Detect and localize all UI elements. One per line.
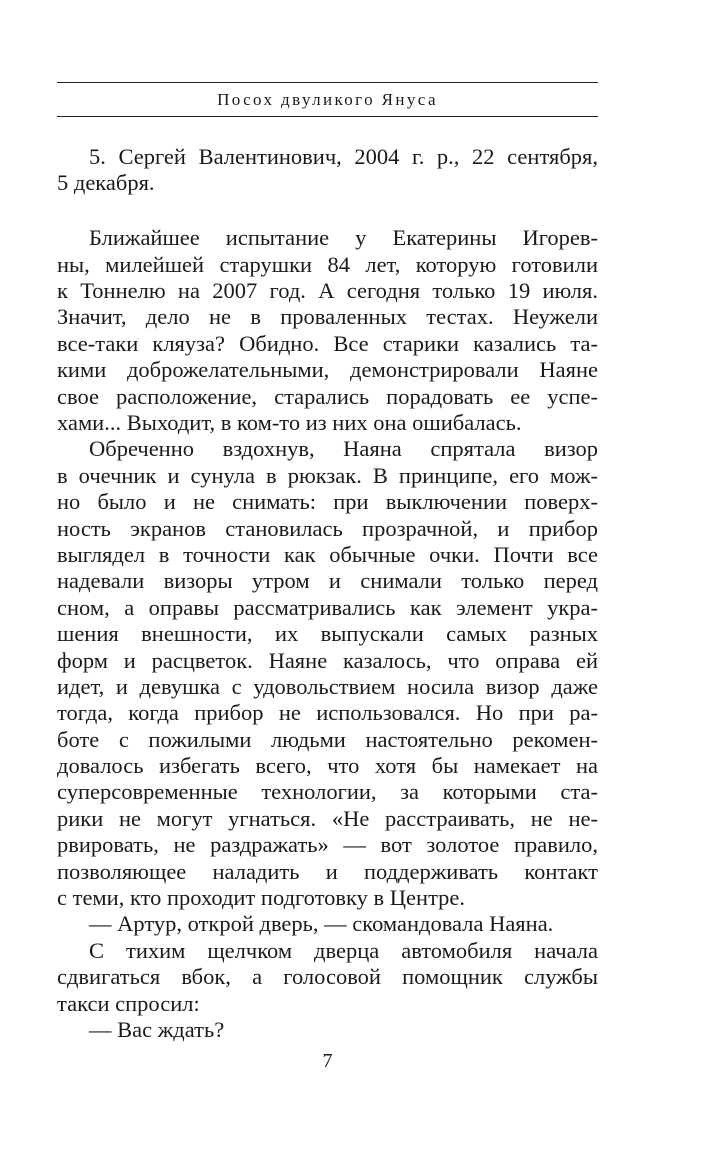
text-line: боте с пожилыми людьми настоятельно рекомен-: [57, 726, 598, 752]
text-line: ность экранов становилась прозрачной, и прибор: [57, 515, 598, 541]
page-number: 7: [322, 1050, 333, 1072]
text-line: форм и расцветок. Наяне казалось, что оправа ей: [57, 647, 598, 673]
paragraph: [57, 144, 598, 197]
text-line: позволяющее наладить и поддерживать контакт: [57, 858, 598, 884]
text-line: рвировать, не раздражать» — вот золотое правило,: [57, 832, 598, 858]
text-line: кими доброжелательными, демонстрировали Наяне: [57, 357, 598, 383]
text-line: в очечник и сунула в рюкзак. В принципе, его мож-: [57, 462, 598, 488]
header-rule-top: [57, 82, 598, 83]
paragraph-gap: [57, 197, 598, 226]
text-line: свое расположение, старались порадовать ее успе-: [57, 383, 598, 409]
text-line: Значит, дело не в проваленных тестах. Неужели: [57, 304, 598, 330]
paragraph: [57, 911, 598, 937]
text-line: тогда, когда прибор не использовался. Но при ра-: [57, 700, 598, 726]
text-line: сдвигаться вбок, а голосовой помощник службы: [57, 964, 598, 990]
text-line: с теми, кто проходит подготовку в Центре.: [57, 885, 466, 911]
text-line: идет, и девушка с удовольствием носила визор даже: [57, 673, 598, 699]
text-line: сном, а оправы рассматривались как элемент укра-: [57, 594, 598, 620]
text-line: шения внешности, их выпускали самых разных: [57, 621, 598, 647]
text-line: — Вас ждать?: [89, 1017, 225, 1042]
paragraph: [57, 225, 598, 436]
text-line: надевали визоры утром и снимали только перед: [57, 568, 598, 594]
paragraph: [57, 1017, 598, 1043]
text-line: но было и не снимать: при выключении поверх-: [57, 489, 598, 515]
text-line: Обреченно вздохнув, Наяна спрятала визор: [89, 436, 598, 462]
paragraph: [57, 436, 598, 911]
running-head: Посох двуликого Януса: [217, 90, 438, 109]
body-text: [57, 144, 598, 1043]
text-line: С тихим щелчком дверца автомобиля начала: [89, 937, 598, 963]
text-line: суперсовременные технологии, за которыми ста-: [57, 779, 598, 805]
text-line: все-таки кляуза? Обидно. Все старики казались та-: [57, 330, 598, 356]
text-line: 5 декабря.: [57, 170, 155, 196]
text-line: рики не могут угнаться. «Не расстраивать, не не-: [57, 805, 598, 831]
header-rule-bottom: [57, 116, 598, 117]
paragraph: [57, 938, 598, 1017]
text-line: ны, милейшей старушки 84 лет, которую готовили: [57, 251, 598, 277]
text-line: хами... Выходит, в ком-то из них она ошибалась.: [57, 410, 522, 436]
text-line: 5. Сергей Валентинович, 2004 г. р., 22 сентября,: [89, 144, 598, 169]
text-line: довалось избегать всего, что хотя бы намекает на: [57, 753, 598, 779]
text-line: такси спросил:: [57, 990, 200, 1016]
text-line: — Артур, открой дверь, — скомандовала Наяна.: [89, 911, 554, 937]
text-line: выглядел в точности как обычные очки. Почти все: [57, 541, 598, 567]
text-line: Ближайшее испытание у Екатерины Игорев-: [89, 225, 598, 251]
text-line: к Тоннелю на 2007 год. А сегодня только 19 июля.: [57, 278, 598, 304]
